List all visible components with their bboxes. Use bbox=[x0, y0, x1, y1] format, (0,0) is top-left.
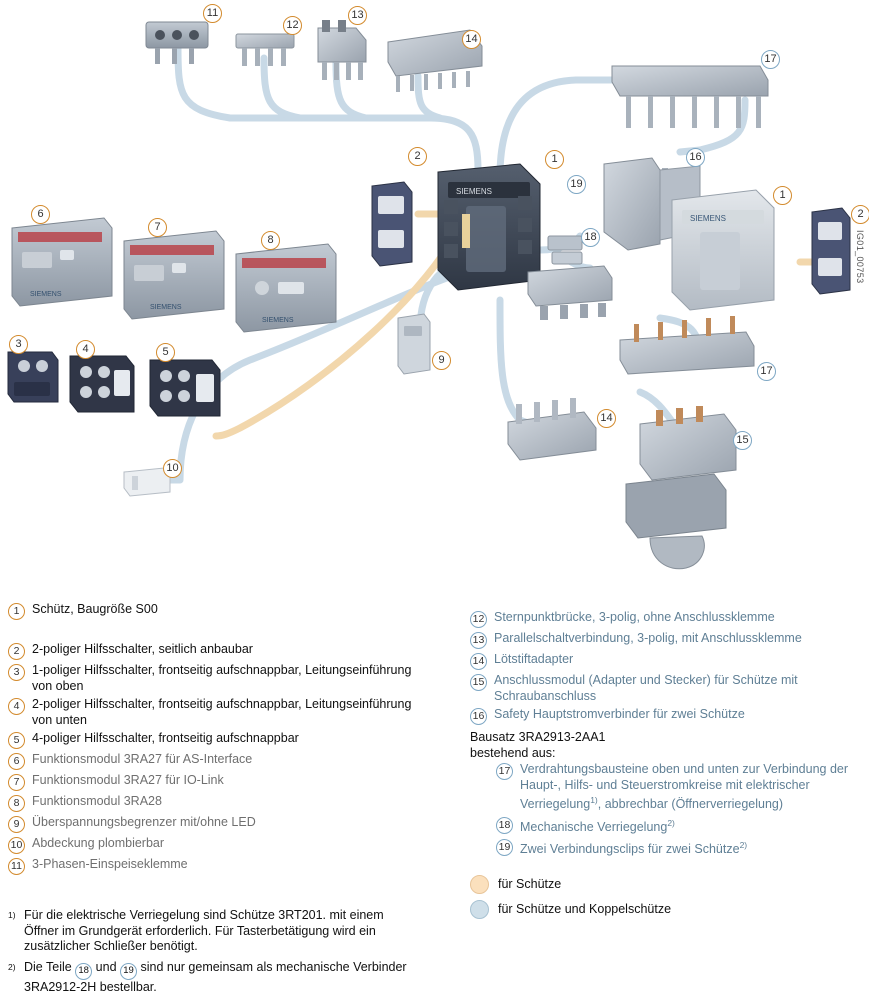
legend-item-10 bbox=[8, 836, 428, 854]
footnote-ref: 1) bbox=[590, 795, 598, 805]
legend-item-6 bbox=[8, 752, 428, 770]
legend-item-5 bbox=[8, 731, 428, 749]
legend-item-2 bbox=[8, 642, 428, 660]
legend-number-14: 14 bbox=[470, 653, 487, 670]
inline-callout-18: 18 bbox=[75, 963, 92, 980]
callout-17: 17 bbox=[761, 50, 780, 69]
legend-item-11 bbox=[8, 857, 428, 875]
callout-2: 2 bbox=[851, 205, 869, 224]
inline-callout-19: 19 bbox=[120, 963, 137, 980]
part-anschlussmodul bbox=[626, 406, 736, 569]
svg-text:SIEMENS: SIEMENS bbox=[262, 317, 294, 324]
legend-item-14 bbox=[470, 652, 860, 670]
legend-item-16 bbox=[470, 707, 860, 725]
legend-number-17: 17 bbox=[496, 763, 513, 780]
footnote-mark-2: 2) bbox=[8, 961, 16, 972]
legend-item-15 bbox=[470, 673, 860, 704]
footnote-1 bbox=[8, 908, 408, 955]
legend-label-17: Verdrahtungsbausteine oben und unten zur Verbindung der Haupt-, Hilfs- und Steuerstromkreise mit elektrischer Verriegelung$^{1)}$, abbrechbar (Öffnerverriegelung) bbox=[520, 762, 849, 812]
callout-2: 2 bbox=[408, 147, 427, 166]
callout-9: 9 bbox=[432, 351, 451, 370]
legend-label-19: Zwei Verbindungsclips für zwei Schütze$^{2)}$ bbox=[520, 840, 748, 857]
part-ueberspannungsbegrenzer bbox=[398, 314, 430, 374]
callout-19: 19 bbox=[567, 175, 586, 194]
part-funktionsmodul-3ra27-as bbox=[12, 218, 112, 306]
part-verbindungsclips bbox=[548, 236, 582, 264]
legend-item-18 bbox=[496, 816, 866, 836]
legend-right-column bbox=[470, 610, 860, 728]
legend-item-9 bbox=[8, 815, 428, 833]
key-row-orange bbox=[470, 875, 860, 894]
legend-number-9: 9 bbox=[8, 816, 25, 833]
legend-item-4 bbox=[8, 697, 428, 728]
footnote-body-2: Die Teile 18 und 19 sind nur gemeinsam als mechanische Verbinder 3RA2912-2H bestellbar. bbox=[24, 959, 407, 994]
footnote-ref: 2) bbox=[667, 817, 675, 828]
legend-label-15: Anschlussmodul (Adapter und Stecker) für Schütze mit Schraubanschluss bbox=[494, 673, 798, 703]
legend-number-8: 8 bbox=[8, 795, 25, 812]
part-schuetz-s00-right bbox=[672, 190, 774, 310]
callout-3: 3 bbox=[9, 335, 28, 354]
callout-11: 11 bbox=[203, 4, 222, 23]
part-3phasen-einspeiseklemme bbox=[146, 22, 208, 64]
callout-18: 18 bbox=[581, 228, 600, 247]
part-funktionsmodul-3ra27-io bbox=[124, 231, 224, 319]
svg-text:SIEMENS: SIEMENS bbox=[456, 187, 493, 196]
legend-label-11: 3-Phasen-Einspeiseklemme bbox=[32, 857, 188, 871]
callout-14: 14 bbox=[597, 409, 616, 428]
image-code: IG01_00753 bbox=[855, 230, 865, 284]
legend-item-19 bbox=[496, 838, 866, 858]
legend-label-6: Funktionsmodul 3RA27 für AS-Interface bbox=[32, 752, 253, 766]
svg-text:SIEMENS: SIEMENS bbox=[690, 214, 727, 223]
callout-15: 15 bbox=[733, 431, 752, 450]
part-mechanische-verriegelung bbox=[528, 266, 612, 320]
legend bbox=[0, 570, 869, 1000]
legend-label-7: Funktionsmodul 3RA27 für IO-Link bbox=[32, 773, 224, 787]
key-swatch-orange bbox=[470, 875, 489, 894]
legend-label-12: Sternpunktbrücke, 3-polig, ohne Anschlussklemme bbox=[494, 610, 775, 624]
callout-16: 16 bbox=[686, 148, 705, 167]
part-hilfsschalter-seitlich-right bbox=[812, 208, 850, 294]
legend-number-16: 16 bbox=[470, 708, 487, 725]
footnote-body-1: Für die elektrische Verriegelung sind Schütze 3RT201. mit einem Öffner im Grundgerät erforderlich. Für Tasterbetätigung wird ein zusätzlicher Schließer benötigt. bbox=[24, 908, 384, 953]
legend-item-3 bbox=[8, 663, 428, 694]
footnote-2 bbox=[8, 960, 408, 996]
svg-text:SIEMENS: SIEMENS bbox=[150, 304, 182, 311]
part-hilfsschalter-2polig bbox=[70, 356, 134, 412]
key-label-blue: für Schütze und Koppelschütze bbox=[498, 901, 672, 916]
key-swatch-blue bbox=[470, 900, 489, 919]
legend-item-17 bbox=[496, 762, 866, 813]
callout-1: 1 bbox=[773, 186, 792, 205]
callout-12: 12 bbox=[283, 16, 302, 35]
legend-number-15: 15 bbox=[470, 674, 487, 691]
footnotes bbox=[8, 908, 408, 1000]
callout-1: 1 bbox=[545, 150, 564, 169]
legend-label-1: Schütz, Baugröße S00 bbox=[32, 602, 158, 616]
legend-number-13: 13 bbox=[470, 632, 487, 649]
callout-4: 4 bbox=[76, 340, 95, 359]
part-schuetz-s00-main bbox=[438, 164, 540, 290]
part-loetstiftadapter-bottom bbox=[508, 398, 596, 460]
kit-heading-line-0: Bausatz 3RA2913-2AA1 bbox=[470, 730, 606, 744]
key-row-blue bbox=[470, 900, 860, 919]
legend-number-3: 3 bbox=[8, 664, 25, 681]
part-verdrahtungsbaustein-bottom bbox=[620, 316, 754, 374]
legend-kit-heading bbox=[470, 730, 860, 761]
legend-item-8 bbox=[8, 794, 428, 812]
callout-13: 13 bbox=[348, 6, 367, 25]
svg-text:SIEMENS: SIEMENS bbox=[30, 291, 62, 298]
legend-item-12 bbox=[470, 610, 860, 628]
legend-label-8: Funktionsmodul 3RA28 bbox=[32, 794, 162, 808]
key-label-orange: für Schütze bbox=[498, 876, 562, 891]
footnote-ref: 2) bbox=[739, 840, 748, 851]
legend-label-16: Safety Hauptstromverbinder für zwei Schütze bbox=[494, 707, 745, 721]
legend-label-5: 4-poliger Hilfsschalter, frontseitig aufschnappbar bbox=[32, 731, 299, 745]
legend-number-5: 5 bbox=[8, 732, 25, 749]
legend-label-18: Mechanische Verriegelung$^{2)}$ bbox=[520, 817, 675, 834]
callout-5: 5 bbox=[156, 343, 175, 362]
legend-label-9: Überspannungsbegrenzer mit/ohne LED bbox=[32, 815, 256, 829]
legend-label-14: Lötstiftadapter bbox=[494, 652, 574, 666]
legend-number-7: 7 bbox=[8, 774, 25, 791]
legend-key bbox=[470, 875, 860, 925]
part-hilfsschalter-seitlich-left bbox=[372, 182, 412, 266]
legend-number-1: 1 bbox=[8, 603, 25, 620]
callout-17: 17 bbox=[757, 362, 776, 381]
legend-number-10: 10 bbox=[8, 837, 25, 854]
part-hilfsschalter-4polig bbox=[150, 360, 220, 416]
legend-label-3: 1-poliger Hilfsschalter, frontseitig aufschnappbar, Leitungseinführung von oben bbox=[32, 663, 412, 693]
legend-number-12: 12 bbox=[470, 611, 487, 628]
legend-number-19: 19 bbox=[496, 839, 513, 856]
legend-label-4: 2-poliger Hilfsschalter, frontseitig aufschnappbar, Leitungseinführung von unten bbox=[32, 697, 412, 727]
kit-heading-line-1: bestehend aus: bbox=[470, 745, 556, 760]
part-funktionsmodul-3ra28 bbox=[236, 244, 336, 332]
callout-10: 10 bbox=[163, 459, 182, 478]
legend-left-column bbox=[8, 602, 428, 878]
part-parallelschaltverbindung bbox=[318, 20, 366, 80]
footnote-mark-1: 1) bbox=[8, 910, 16, 920]
callout-7: 7 bbox=[148, 218, 167, 237]
legend-label-2: 2-poliger Hilfsschalter, seitlich anbaubar bbox=[32, 642, 253, 656]
legend-kit-column bbox=[496, 762, 866, 861]
legend-number-4: 4 bbox=[8, 698, 25, 715]
legend-item-7 bbox=[8, 773, 428, 791]
legend-number-18: 18 bbox=[496, 817, 513, 834]
legend-item-1 bbox=[8, 602, 428, 620]
callout-14: 14 bbox=[462, 30, 481, 49]
legend-label-10: Abdeckung plombierbar bbox=[32, 836, 165, 850]
callout-8: 8 bbox=[261, 231, 280, 250]
callout-6: 6 bbox=[31, 205, 50, 224]
part-hilfsschalter-1polig bbox=[8, 352, 58, 402]
legend-label-13: Parallelschaltverbindung, 3-polig, mit Anschlussklemme bbox=[494, 631, 802, 645]
legend-number-6: 6 bbox=[8, 753, 25, 770]
legend-number-2: 2 bbox=[8, 643, 25, 660]
legend-number-11: 11 bbox=[8, 858, 25, 875]
legend-item-13 bbox=[470, 631, 860, 649]
